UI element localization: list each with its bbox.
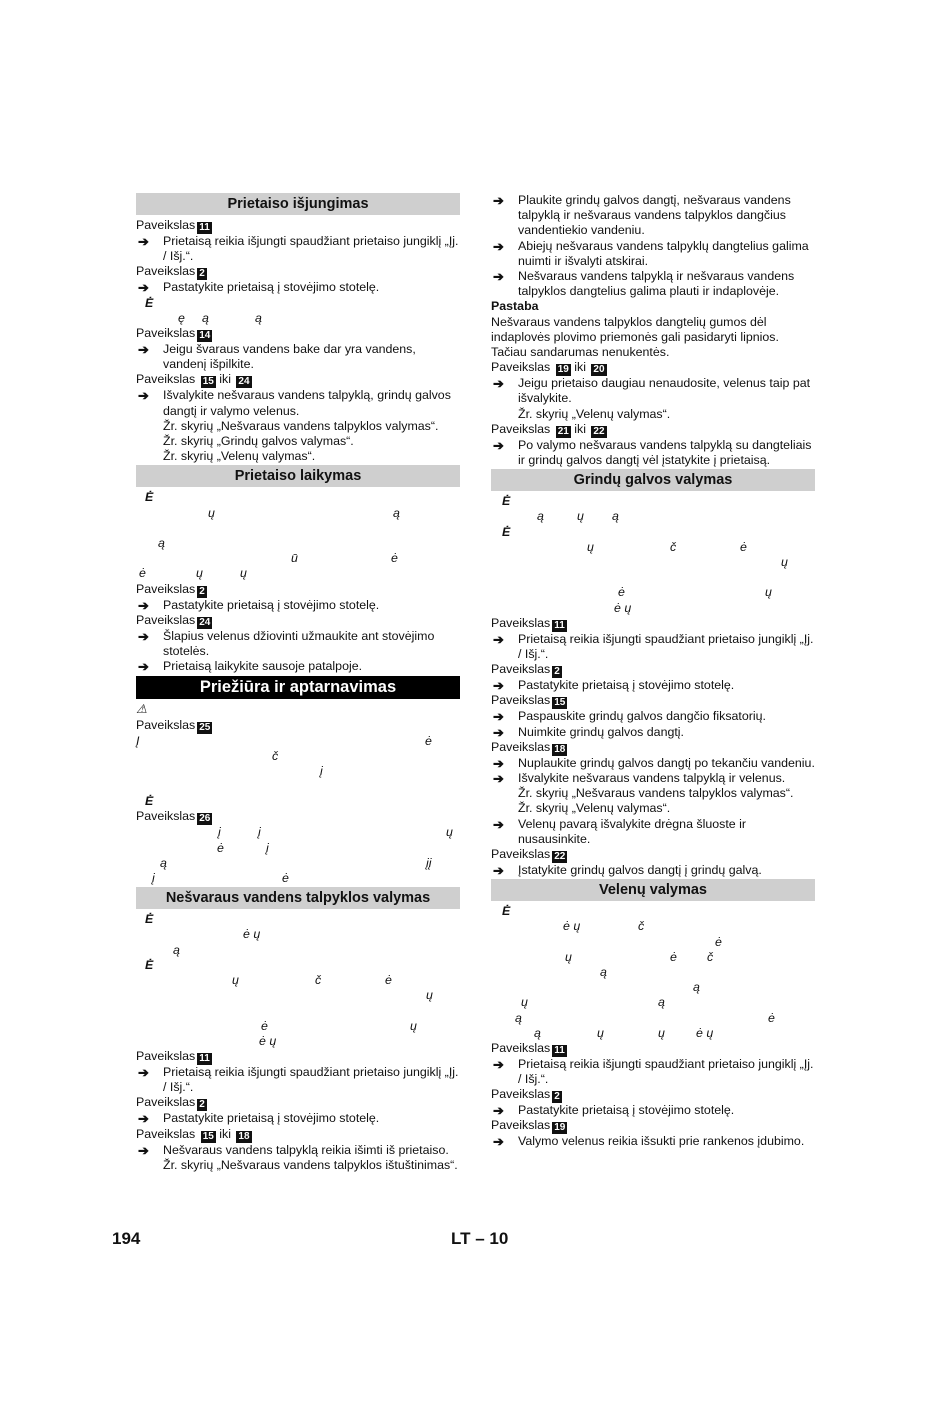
figure-ref: Paveikslas 15 iki 24 [136, 372, 250, 388]
glyph-fragments: ė ų ų [139, 566, 247, 581]
figure-ref: Paveikslas 11 [136, 218, 210, 233]
arrow-icon: ➔ [493, 1103, 504, 1119]
instruction: ➔ Prietaisą reikia išjungti spaudžiant prietaiso jungiklį „Įj. / Išj.“. [493, 631, 814, 661]
glyph-fragments: ų ą [521, 995, 665, 1010]
arrow-icon: ➔ [138, 1064, 149, 1080]
instruction: ➔ Išvalykite nešvaraus vandens talpyklą ir velenus. [493, 770, 786, 786]
glyph-fragments: ė ų [618, 585, 772, 600]
instruction: ➔ Nuplaukite grindų galvos dangtį po tekančiu vandeniu. [493, 755, 815, 771]
figure-ref: Paveikslas 2 [491, 662, 560, 678]
left-column [136, 193, 460, 1173]
glyph-fragments: ų [781, 555, 788, 569]
page-code: LT – 10 [451, 1229, 509, 1248]
figure-ref: Paveikslas 22 [491, 846, 566, 862]
arrow-icon: ➔ [493, 193, 504, 208]
glyph-fragments: ą [173, 942, 180, 957]
glyph-fragments: ą ų ų ė ų [534, 1025, 714, 1040]
section-title-dirty-water-tank: Nešvaraus vandens talpyklos valymas [136, 887, 460, 909]
arrow-icon: ➔ [493, 238, 504, 254]
arrow-icon: ➔ [138, 628, 149, 644]
instruction: ➔ Prietaisą reikia išjungti spaudžiant prietaiso jungiklį „Įj. / Išj.“. [138, 1064, 459, 1095]
warning-icon: ⚠ [136, 702, 148, 717]
glyph-fragments: Į ė [136, 733, 432, 748]
glyph-fragments: ų č ė [587, 539, 747, 554]
instruction: ➔ Velenų pavarą išvalykite drėgna šluoste ir nusausinkite. [493, 816, 746, 846]
figure-ref: Paveikslas 25 [136, 717, 211, 733]
arrow-icon: ➔ [493, 724, 504, 740]
figure-ref: Paveikslas 11 [491, 615, 565, 631]
arrow-icon: ➔ [138, 597, 149, 613]
note-text: Nešvaraus vandens talpyklos dangtelių gumos dėl indaplovės plovimo priemonės gali pasidaryti lipnios. Tačiau sandarumas nenukentės. [491, 314, 779, 360]
instruction: ➔ Pastatykite prietaisą į stovėjimo stotelę. [138, 597, 380, 613]
instruction: ➔ Prietaisą reikia išjungti spaudžiant prietaiso jungiklį „Įj. / Išj.“. [493, 1056, 814, 1087]
figure-ref: Paveikslas 19 iki 20 [491, 360, 605, 376]
glyph-fragments: į [320, 763, 323, 778]
glyph-fragments: ė ų [243, 927, 261, 942]
glyph-fragments [491, 570, 815, 585]
figure-ref: Paveikslas 24 [136, 612, 211, 628]
glyph-fragments: ą [158, 535, 165, 550]
note-heading: Pastaba [491, 299, 539, 314]
right-column [491, 193, 815, 1150]
arrow-icon: ➔ [493, 770, 504, 786]
cross-reference: Žr. skyrių „Velenų valymas“. [163, 449, 316, 464]
glyph-fragments: ė [715, 934, 722, 949]
figure-ref: Paveikslas 11 [136, 1048, 210, 1064]
glyph-fragments: Ė [145, 295, 154, 310]
cross-reference: Žr. skyrių „Nešvaraus vandens talpyklos valymas“. [163, 418, 439, 433]
glyph-fragments: Ė [145, 794, 154, 809]
instruction: ➔ Prietaisą reikia išjungti spaudžiant prietaiso jungiklį „Įj. / Išj.“. [138, 234, 459, 264]
arrow-icon: ➔ [138, 234, 149, 249]
cross-reference: Žr. skyrių „Nešvaraus vandens talpyklos valymas“. [518, 786, 794, 801]
glyph-fragments: ų ė č [565, 949, 714, 964]
glyph-fragments: ė į [217, 840, 269, 855]
instruction: ➔ Po valymo nešvaraus vandens talpyklą su dangteliais ir grindų galvos dangtį vėl įstatykite į prietaisą. [493, 437, 812, 468]
arrow-icon: ➔ [493, 631, 504, 647]
glyph-fragments [136, 779, 460, 794]
instruction: ➔ Nešvaraus vandens talpyklą reikia išimti iš prietaiso. [138, 1142, 449, 1158]
arrow-icon: ➔ [493, 816, 504, 832]
glyph-fragments: į į ų [218, 825, 453, 840]
instruction: ➔ Abiejų nešvaraus vandens talpyklų dangtelius galima nuimti ir išvalyti atskirai. [493, 238, 809, 268]
glyph-fragments: ų [426, 988, 433, 1003]
arrow-icon: ➔ [493, 862, 504, 878]
glyph-fragments: ą ų ą [537, 509, 619, 524]
glyph-fragments: Ė [145, 490, 154, 505]
instruction: ➔ Jeigu švaraus vandens bake dar yra vandens, vandenį išpilkite. [138, 341, 416, 372]
arrow-icon: ➔ [493, 755, 504, 771]
cross-reference: Žr. skyrių „Nešvaraus vandens talpyklos ištuštinimas“. [163, 1157, 458, 1172]
figure-ref: Paveikslas 2 [136, 1095, 205, 1111]
glyph-fragments: ą [600, 964, 607, 979]
figure-ref: Paveikslas 19 [491, 1118, 566, 1134]
arrow-icon: ➔ [138, 1142, 149, 1158]
arrow-icon: ➔ [493, 709, 504, 725]
glyph-fragments: ų č ė [232, 972, 392, 987]
glyph-fragments: ą įį [160, 855, 432, 870]
instruction: ➔ Nešvaraus vandens talpyklą ir nešvaraus vandens talpyklos dangtelius galima plauti ir indaplovėje. [493, 269, 795, 299]
glyph-fragments: ą [693, 980, 700, 995]
glyph-fragments [136, 521, 460, 536]
arrow-icon: ➔ [138, 280, 149, 296]
glyph-fragments: ė ų [614, 600, 632, 615]
instruction: ➔ Nuimkite grindų galvos dangtį. [493, 724, 684, 740]
arrow-icon: ➔ [493, 1134, 504, 1150]
instruction: ➔ Šlapius velenus džiovinti užmaukite ant stovėjimo stotelės. [138, 628, 435, 658]
glyph-fragments: Ė [502, 494, 511, 509]
instruction: ➔ Pastatykite prietaisą į stovėjimo stotelę. [493, 678, 735, 694]
arrow-icon: ➔ [138, 388, 149, 404]
arrow-icon: ➔ [138, 1111, 149, 1127]
glyph-fragments: ą ė [515, 1010, 775, 1025]
instruction: ➔ Jeigu prietaiso daugiau nenaudosite, velenus taip pat išvalykite. [493, 376, 811, 406]
glyph-fragments: č [272, 748, 279, 763]
figure-ref: Paveikslas 15 [491, 693, 566, 709]
glyph-fragments: ų ą [208, 505, 400, 520]
glyph-fragments: ė ų [259, 1033, 277, 1048]
instruction: ➔ Prietaisą laikykite sausoje patalpoje. [138, 659, 363, 675]
figure-ref: Paveikslas 26 [136, 809, 211, 825]
section-title-rollers: Velenų valymas [491, 879, 815, 901]
arrow-icon: ➔ [138, 341, 149, 357]
glyph-fragments [136, 1003, 460, 1018]
section-title-floor-head: Grindų galvos valymas [491, 469, 815, 491]
glyph-fragments: Ė [145, 912, 154, 927]
figure-ref: Paveikslas 18 [491, 739, 566, 755]
figure-ref: Paveikslas 2 [136, 264, 205, 280]
instruction: ➔ Išvalykite nešvaraus vandens talpyklą, grindų galvos dangtį ir valymo velenus. [138, 388, 451, 418]
arrow-icon: ➔ [493, 437, 504, 453]
instruction: ➔ Įstatykite grindų galvos dangtį į grindų galvą. [493, 862, 762, 878]
arrow-icon: ➔ [493, 678, 504, 694]
glyph-fragments: Ė [502, 524, 511, 539]
figure-ref: Paveikslas 21 iki 22 [491, 421, 605, 437]
glyph-fragments: Ė [502, 904, 511, 919]
page-number: 194 [112, 1229, 141, 1248]
instruction: ➔ Pastatykite prietaisą į stovėjimo stotelę. [493, 1103, 735, 1119]
arrow-icon: ➔ [138, 659, 149, 675]
glyph-fragments: ė ų [261, 1018, 417, 1033]
figure-ref: Paveikslas 2 [491, 1087, 560, 1103]
section-title-storage: Prietaiso laikymas [136, 465, 460, 487]
instruction: ➔ Pastatykite prietaisą į stovėjimo stotelę. [138, 280, 380, 296]
arrow-icon: ➔ [493, 269, 504, 285]
glyph-fragments: ė ų č [563, 919, 645, 934]
instruction: ➔ Valymo velenus reikia išsukti prie rankenos įdubimo. [493, 1134, 805, 1150]
figure-ref: Paveikslas 2 [136, 581, 205, 597]
figure-ref: Paveikslas 11 [491, 1040, 565, 1056]
cross-reference: Žr. skyrių „Grindų galvos valymas“. [163, 434, 354, 448]
figure-ref: Paveikslas 14 [136, 325, 211, 341]
glyph-fragments: Ė [145, 957, 154, 972]
glyph-fragments: ū ė [291, 551, 398, 566]
instruction: ➔ Paspauskite grindų galvos dangčio fiksatorių. [493, 709, 766, 725]
section-title-maintenance: Priežiūra ir aptarnavimas [136, 676, 460, 699]
arrow-icon: ➔ [493, 376, 504, 392]
figure-ref: Paveikslas 15 iki 18 [136, 1126, 250, 1142]
arrow-icon: ➔ [493, 1056, 504, 1072]
glyph-fragments: ę ą ą [178, 310, 262, 325]
cross-reference: Žr. skyrių „Velenų valymas“. [518, 406, 671, 421]
glyph-fragments: į ė [152, 871, 289, 886]
instruction: ➔ Plaukite grindų galvos dangtį, nešvaraus vandens talpyklą ir nešvaraus vandens talpyklos dangčius vandentiekio vandeniu. [493, 193, 791, 238]
cross-reference: Žr. skyrių „Velenų valymas“. [518, 801, 671, 816]
instruction: ➔ Pastatykite prietaisą į stovėjimo stotelę. [138, 1111, 380, 1127]
section-title-switch-off: Prietaiso išjungimas [136, 193, 460, 215]
